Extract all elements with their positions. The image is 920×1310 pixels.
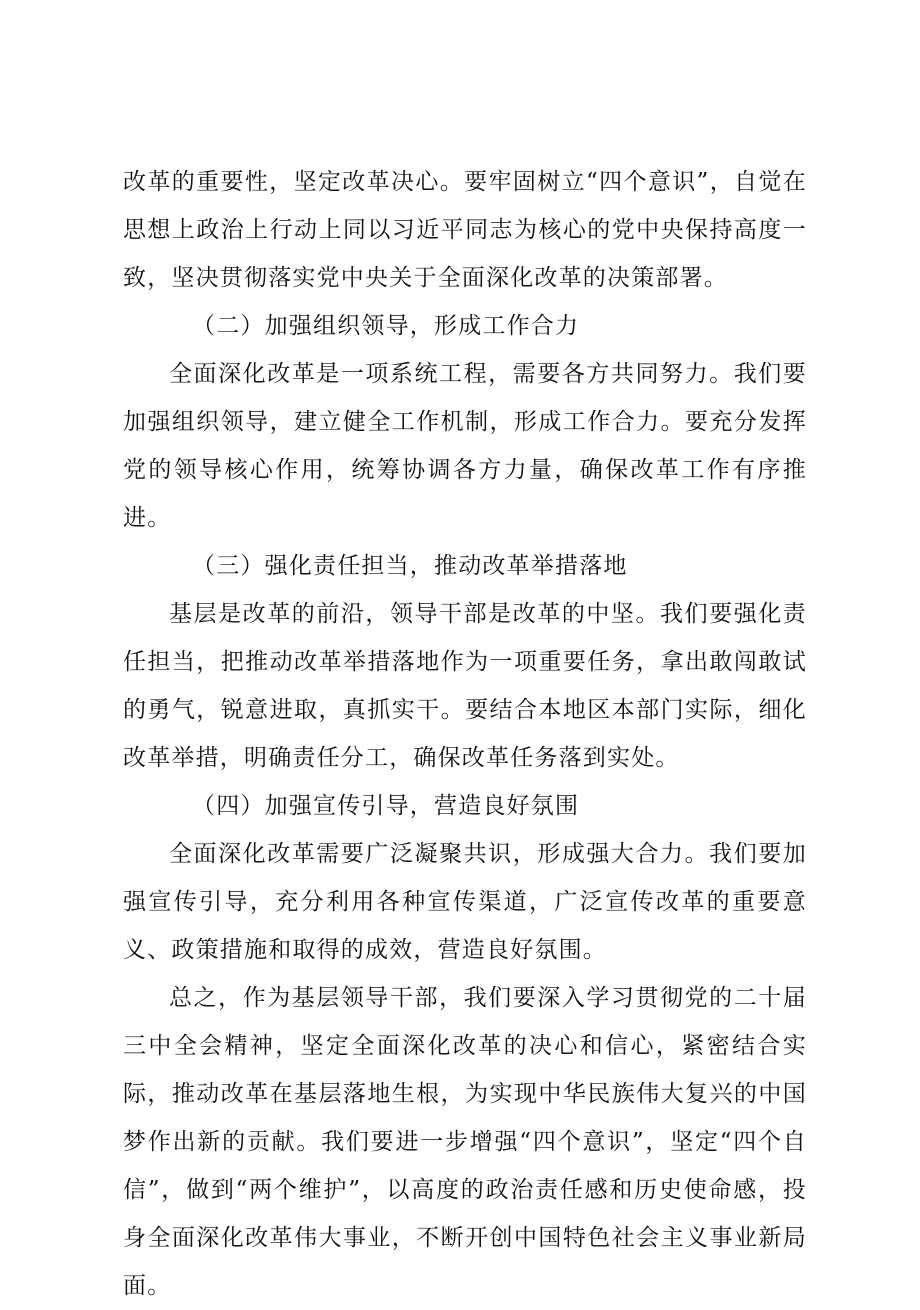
paragraph-conclusion: 总之，作为基层领导干部，我们要深入学习贯彻党的二十届三中全会精神，坚定全面深化改革的决心和信心，紧密结合实际，推动改革在基层落地生根，为实现中华民族伟大复兴的中国梦作出新的贡献。我们要进一步增强“四个意识”，坚定“四个自信”，做到“两个维护”，以高度的政治责任感和历史使命感，投身全面深化改革伟大事业，不断开创中国特色社会主义事业新局面。 bbox=[123, 985, 807, 1299]
paragraph-responsibility: 基层是改革的前沿，领导干部是改革的中坚。我们要强化责任担当，把推动改革举措落地作为一项重要任务，拿出敢闯敢试的勇气，锐意进取，真抓实干。要结合本地区本部门实际，细化改革举措，明确责任分工，确保改革任务落到实处。 bbox=[123, 601, 807, 771]
section-heading-3: （三）强化责任担当，推动改革举措落地 bbox=[192, 553, 628, 579]
paragraph-reform-importance: 改革的重要性，坚定改革决心。要牢固树立“四个意识”，自觉在思想上政治上行动上同以习近平同志为核心的党中央保持高度一致，坚决贯彻落实党中央关于全面深化改革的决策部署。 bbox=[123, 169, 807, 291]
paragraph-publicity: 全面深化改革需要广泛凝聚共识，形成强大合力。我们要加强宣传引导，充分利用各种宣传渠道，广泛宣传改革的重要意义、政策措施和取得的成效，营造良好氛围。 bbox=[123, 841, 807, 963]
section-heading-2: （二）加强组织领导，形成工作合力 bbox=[192, 313, 580, 339]
document-body bbox=[123, 158, 807, 1310]
paragraph-organization: 全面深化改革是一项系统工程，需要各方共同努力。我们要加强组织领导，建立健全工作机制，形成工作合力。要充分发挥党的领导核心作用，统筹协调各方力量，确保改革工作有序推进。 bbox=[123, 361, 807, 531]
section-heading-4: （四）加强宣传引导，营造良好氛围 bbox=[192, 793, 580, 819]
